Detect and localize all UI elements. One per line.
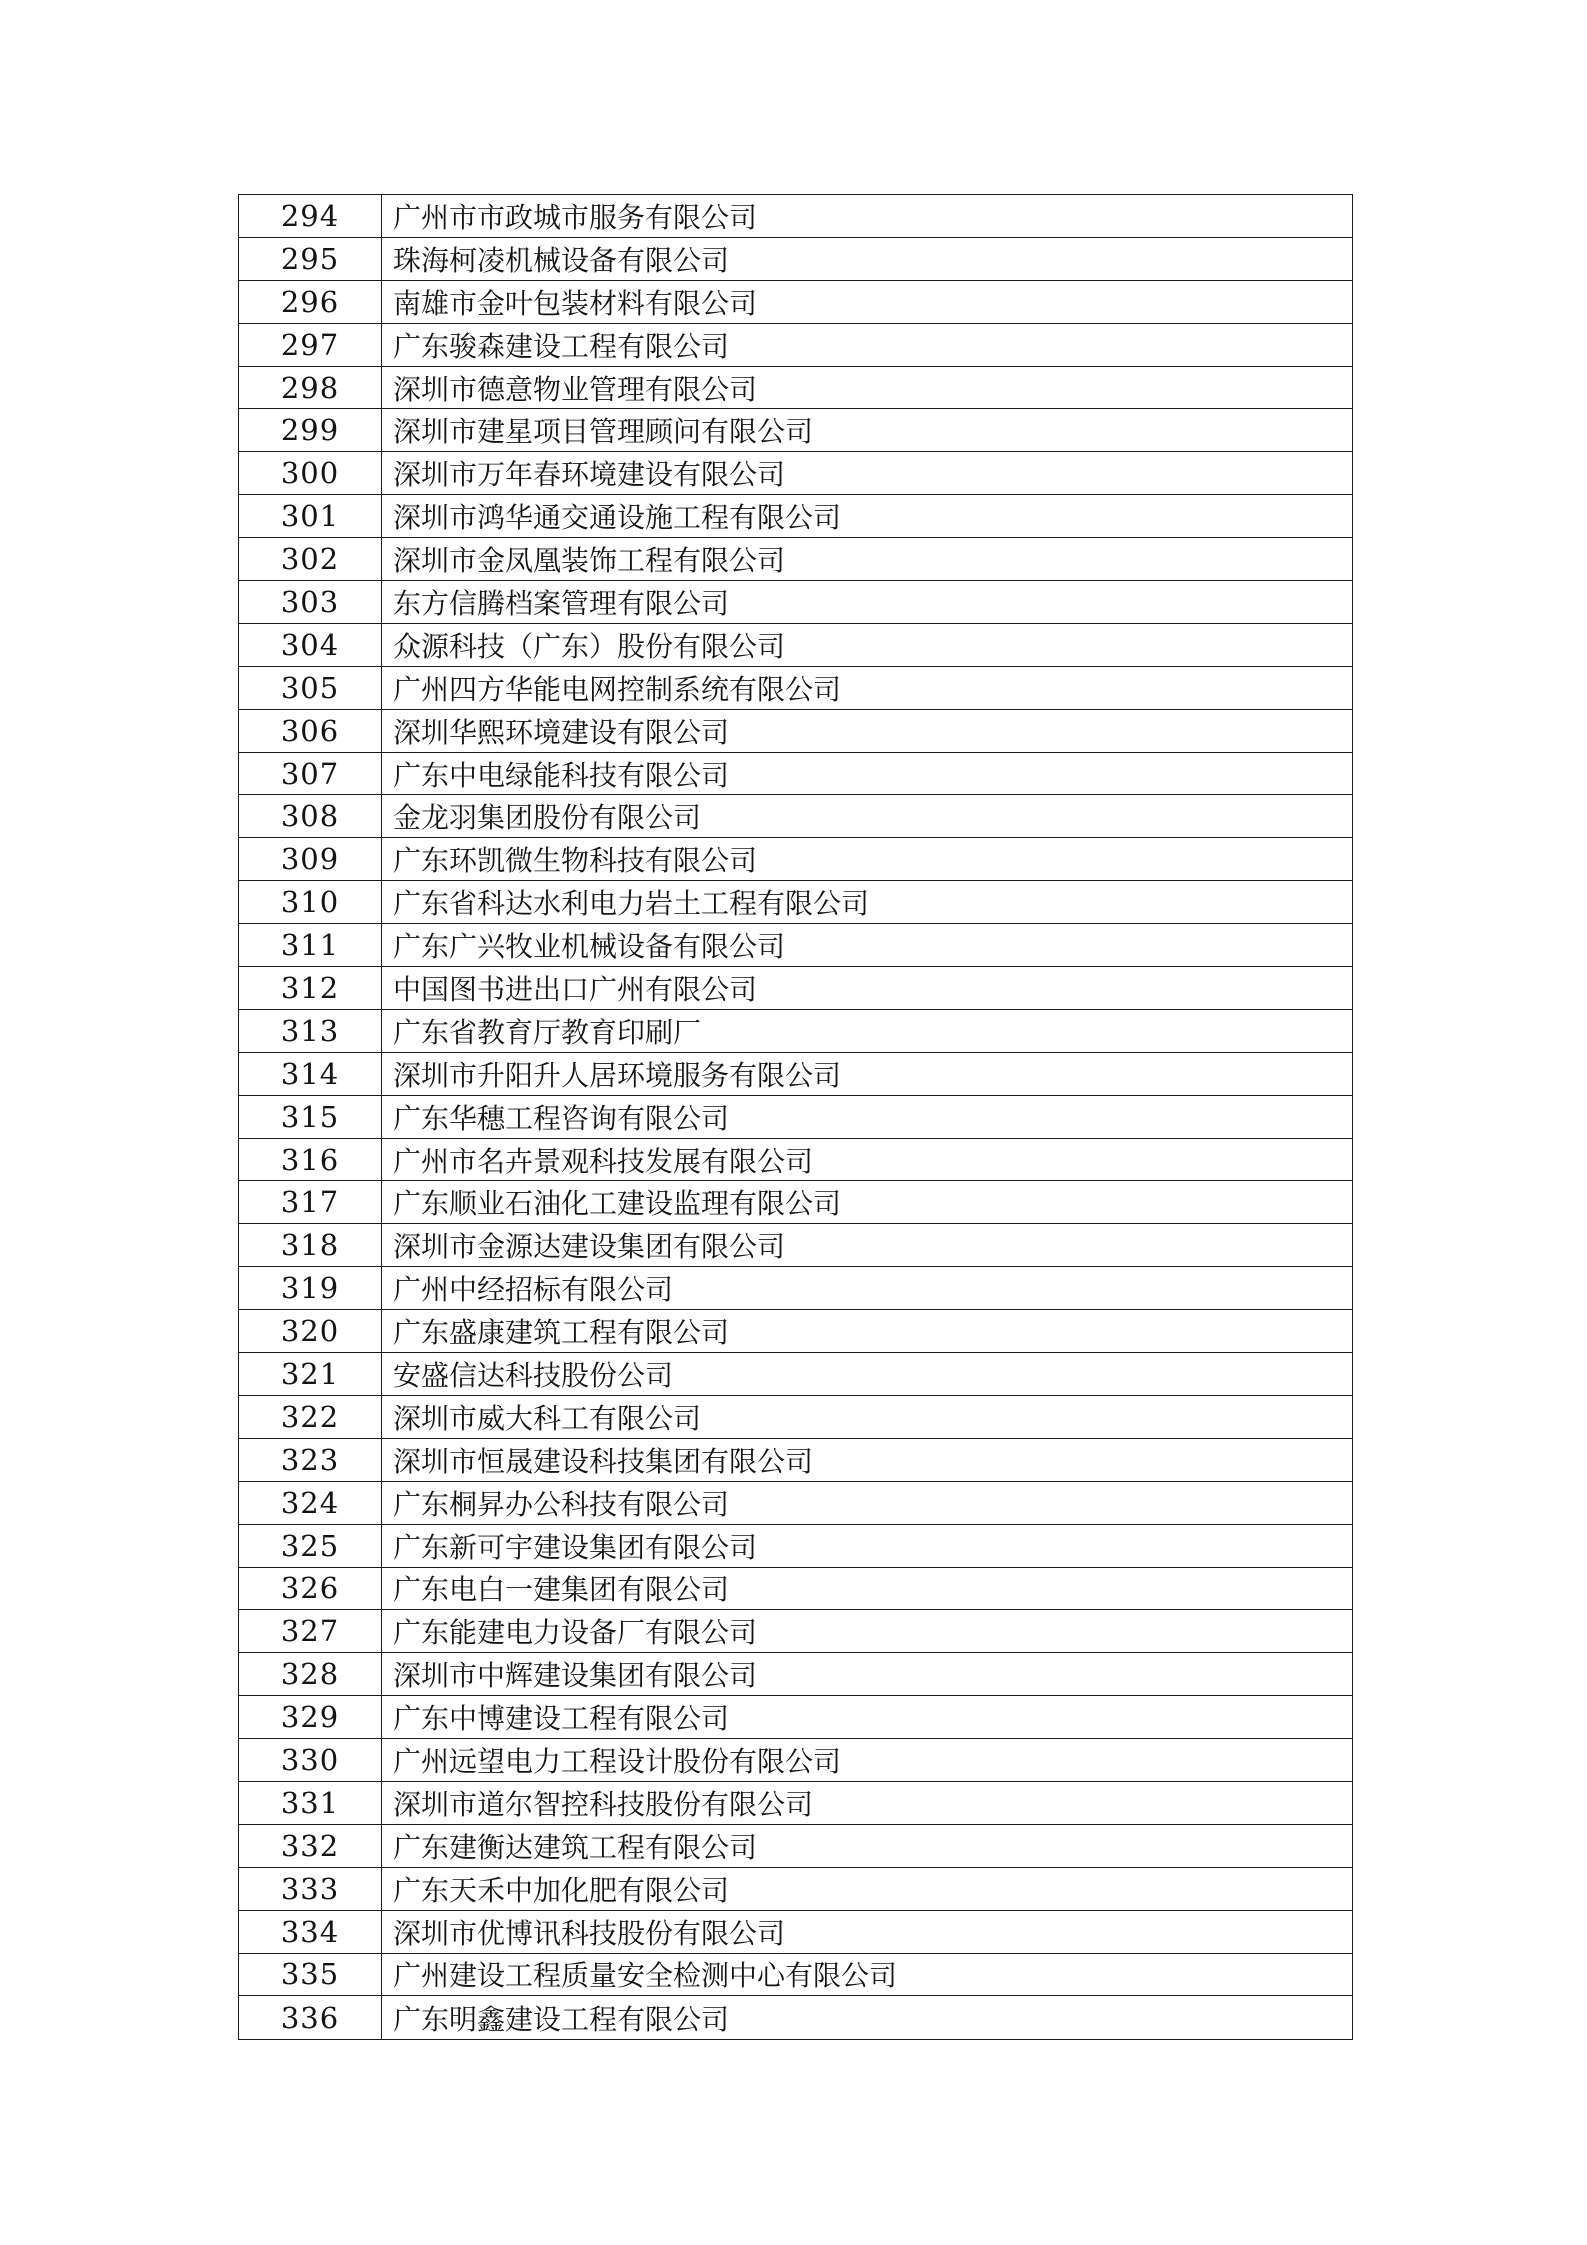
company-name: 广东能建电力设备厂有限公司 (393, 1616, 758, 1650)
company-name: 金龙羽集团股份有限公司 (393, 801, 702, 835)
row-number: 327 (239, 1610, 382, 1652)
row-number: 307 (239, 753, 382, 795)
table-row (239, 238, 1352, 281)
table-row (239, 1825, 1352, 1868)
company-name: 广州中经招标有限公司 (393, 1273, 674, 1307)
table-row (239, 1954, 1352, 1997)
row-number: 295 (239, 238, 382, 280)
table-row (239, 1353, 1352, 1396)
company-name: 广东骏森建设工程有限公司 (393, 329, 730, 363)
table-row (239, 1396, 1352, 1439)
company-name: 广东华穗工程咨询有限公司 (393, 1101, 730, 1135)
row-number: 328 (239, 1653, 382, 1695)
table-row (239, 1739, 1352, 1782)
table-row (239, 838, 1352, 881)
company-table (238, 194, 1353, 2040)
row-number: 305 (239, 667, 382, 709)
company-name: 广州远望电力工程设计股份有限公司 (393, 1745, 842, 1778)
company-name: 深圳市金源达建设集团有限公司 (393, 1230, 786, 1264)
table-row (239, 753, 1352, 796)
row-number: 312 (239, 967, 382, 1009)
table-row (239, 1568, 1352, 1611)
row-number: 313 (239, 1010, 382, 1052)
table-row (239, 881, 1352, 924)
table-row (239, 624, 1352, 667)
company-name: 深圳市鸿华通交通设施工程有限公司 (393, 501, 842, 535)
row-number: 326 (239, 1568, 382, 1610)
company-name: 广东建衡达建筑工程有限公司 (393, 1830, 758, 1864)
table-row (239, 924, 1352, 967)
row-number: 303 (239, 581, 382, 623)
table-row (239, 1310, 1352, 1353)
company-name: 深圳市建星项目管理顾问有限公司 (393, 415, 814, 449)
table-row (239, 1525, 1352, 1568)
table-row (239, 1911, 1352, 1954)
company-name: 深圳市中辉建设集团有限公司 (393, 1659, 758, 1693)
company-name: 广东天禾中加化肥有限公司 (393, 1873, 730, 1907)
company-name: 珠海柯凌机械设备有限公司 (393, 243, 730, 277)
company-name: 广东中博建设工程有限公司 (393, 1702, 730, 1736)
company-name: 广东省教育厅教育印刷厂 (393, 1015, 702, 1049)
table-row (239, 1996, 1352, 2039)
company-name: 深圳市恒晟建设科技集团有限公司 (393, 1444, 814, 1478)
table-row (239, 281, 1352, 324)
company-name: 广东省科达水利电力岩土工程有限公司 (393, 887, 870, 921)
table-row (239, 795, 1352, 838)
company-name: 南雄市金叶包装材料有限公司 (393, 286, 758, 320)
table-row (239, 195, 1352, 238)
company-name: 深圳市道尔智控科技股份有限公司 (393, 1787, 814, 1821)
company-name: 深圳市万年春环境建设有限公司 (393, 458, 786, 492)
company-name: 广东桐昇办公科技有限公司 (393, 1487, 730, 1521)
company-name: 广东盛康建筑工程有限公司 (393, 1316, 730, 1350)
row-number: 306 (239, 710, 382, 752)
company-name: 广东新可宇建设集团有限公司 (393, 1530, 758, 1564)
table-row (239, 324, 1352, 367)
row-number: 315 (239, 1096, 382, 1138)
company-name: 广东顺业石油化工建设监理有限公司 (393, 1187, 842, 1221)
table-row (239, 1010, 1352, 1053)
table-row (239, 1181, 1352, 1224)
company-name: 中国图书进出口广州有限公司 (393, 972, 758, 1006)
table-row (239, 581, 1352, 624)
company-name: 广州市名卉景观科技发展有限公司 (393, 1144, 814, 1178)
company-name: 广东电白一建集团有限公司 (393, 1573, 730, 1607)
company-name: 深圳市优博讯科技股份有限公司 (393, 1916, 786, 1950)
row-number: 336 (239, 1996, 382, 2039)
row-number: 324 (239, 1482, 382, 1524)
table-row (239, 1139, 1352, 1182)
company-name: 众源科技（广东）股份有限公司 (393, 629, 786, 663)
table-row (239, 1053, 1352, 1096)
company-name: 深圳市金凤凰装饰工程有限公司 (393, 544, 786, 578)
row-number: 322 (239, 1396, 382, 1438)
row-number: 296 (239, 281, 382, 323)
row-number: 321 (239, 1353, 382, 1395)
row-number: 311 (239, 924, 382, 966)
row-number: 300 (239, 452, 382, 494)
row-number: 317 (239, 1181, 382, 1223)
row-number: 333 (239, 1868, 382, 1910)
row-number: 335 (239, 1954, 382, 1996)
table-row (239, 452, 1352, 495)
company-name: 广东明鑫建设工程有限公司 (393, 2002, 730, 2036)
table-row (239, 367, 1352, 410)
company-name: 广东环凯微生物科技有限公司 (393, 844, 758, 878)
company-name: 广州市市政城市服务有限公司 (393, 200, 758, 234)
row-number: 308 (239, 795, 382, 837)
table-row (239, 1096, 1352, 1139)
table-row (239, 1224, 1352, 1267)
row-number: 318 (239, 1224, 382, 1266)
table-row (239, 495, 1352, 538)
table-row (239, 1653, 1352, 1696)
company-name: 广东广兴牧业机械设备有限公司 (393, 930, 786, 964)
table-row (239, 1482, 1352, 1525)
row-number: 325 (239, 1525, 382, 1567)
row-number: 320 (239, 1310, 382, 1352)
table-row (239, 1696, 1352, 1739)
row-number: 294 (239, 195, 382, 237)
row-number: 309 (239, 838, 382, 880)
table-row (239, 967, 1352, 1010)
table-row (239, 538, 1352, 581)
table-row (239, 1439, 1352, 1482)
table-row (239, 1610, 1352, 1653)
table-row (239, 1267, 1352, 1310)
row-number: 331 (239, 1782, 382, 1824)
row-number: 334 (239, 1911, 382, 1953)
row-number: 314 (239, 1053, 382, 1095)
table-row (239, 667, 1352, 710)
table-row (239, 1782, 1352, 1825)
row-number: 297 (239, 324, 382, 366)
company-name: 广东中电绿能科技有限公司 (393, 758, 730, 792)
row-number: 316 (239, 1139, 382, 1181)
company-name: 深圳市升阳升人居环境服务有限公司 (393, 1058, 842, 1092)
row-number: 299 (239, 409, 382, 451)
table-row (239, 710, 1352, 753)
row-number: 332 (239, 1825, 382, 1867)
company-name: 广州建设工程质量安全检测中心有限公司 (393, 1959, 898, 1993)
company-name: 深圳市威大科工有限公司 (393, 1401, 702, 1435)
company-name: 广州四方华能电网控制系统有限公司 (393, 672, 842, 706)
table-row (239, 1868, 1352, 1911)
company-name: 深圳市德意物业管理有限公司 (393, 372, 758, 406)
row-number: 323 (239, 1439, 382, 1481)
row-number: 310 (239, 881, 382, 923)
row-number: 302 (239, 538, 382, 580)
row-number: 304 (239, 624, 382, 666)
row-number: 329 (239, 1696, 382, 1738)
company-name: 深圳华熙环境建设有限公司 (393, 715, 730, 749)
company-name: 安盛信达科技股份公司 (393, 1358, 674, 1392)
table-row (239, 409, 1352, 452)
row-number: 301 (239, 495, 382, 537)
row-number: 330 (239, 1739, 382, 1781)
row-number: 298 (239, 367, 382, 409)
company-name: 东方信腾档案管理有限公司 (393, 586, 730, 620)
row-number: 319 (239, 1267, 382, 1309)
